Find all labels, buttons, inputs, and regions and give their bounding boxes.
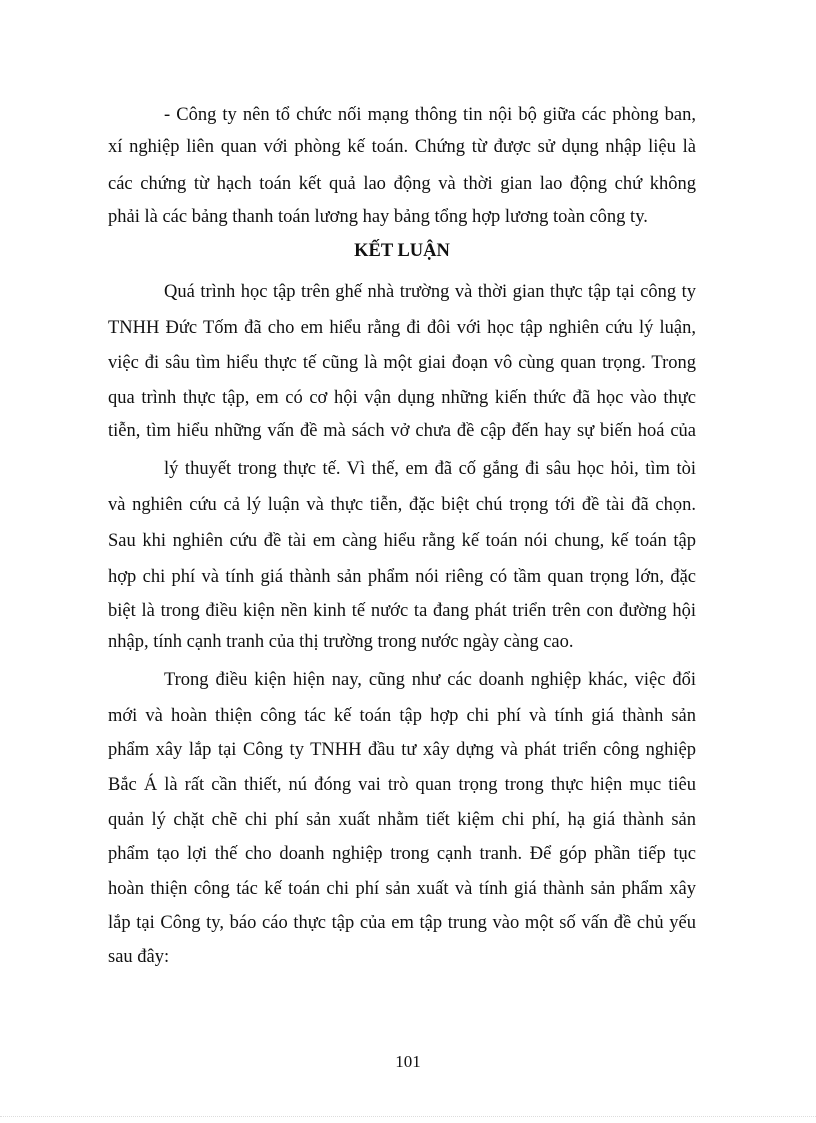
section-heading: KẾT LUẬN <box>354 241 450 261</box>
text-line: việc đi sâu tìm hiểu thực tế cũng là một giai đoạn vô cùng quan trọng. Trong <box>108 353 696 373</box>
text-line: Trong điều kiện hiện nay, cũng như các doanh nghiệp khác, việc đổi <box>164 670 696 690</box>
text-line: Quá trình học tập trên ghế nhà trường và thời gian thực tập tại công ty <box>164 282 696 302</box>
text-line: - Công ty nên tổ chức nối mạng thông tin nội bộ giữa các phòng ban, <box>164 105 696 125</box>
text-line: Sau khi nghiên cứu đề tài em càng hiểu rằng kế toán nói chung, kế toán tập <box>108 531 696 551</box>
text-line: biệt là trong điều kiện nền kinh tế nước ta đang phát triển trên con đường hội <box>108 601 696 621</box>
text-line: các chứng từ hạch toán kết quả lao động và thời gian lao động chứ không <box>108 174 696 194</box>
text-line: phải là các bảng thanh toán lương hay bảng tổng hợp lương toàn công ty. <box>108 207 648 227</box>
text-line: sau đây: <box>108 947 170 967</box>
text-line: Bắc Á là rất cần thiết, nú đóng vai trò quan trọng trong thực hiện mục tiêu <box>108 775 696 795</box>
text-line: lắp tại Công ty, báo cáo thực tập của em tập trung vào một số vấn đề chủ yếu <box>108 913 696 933</box>
text-line: xí nghiệp liên quan với phòng kế toán. Chứng từ được sử dụng nhập liệu là <box>108 137 696 157</box>
text-line: qua trình thực tập, em có cơ hội vận dụng những kiến thức đã học vào thực <box>108 388 696 408</box>
text-line: mới và hoàn thiện công tác kế toán tập hợp chi phí và tính giá thành sản <box>108 706 696 726</box>
text-line: và nghiên cứu cả lý luận và thực tiễn, đặc biệt chú trọng tới đề tài đã chọn. <box>108 495 696 515</box>
text-line: hoàn thiện công tác kế toán chi phí sản xuất và tính giá thành sản phẩm xây <box>108 879 696 899</box>
text-line: phẩm tạo lợi thế cho doanh nghiệp trong cạnh tranh. Để góp phần tiếp tục <box>108 844 696 864</box>
text-line: lý thuyết trong thực tế. Vì thế, em đã cố gắng đi sâu học hỏi, tìm tòi <box>164 459 696 479</box>
text-line: TNHH Đức Tốm đã cho em hiểu rằng đi đôi với học tập nghiên cứu lý luận, <box>108 318 696 338</box>
text-line: tiễn, tìm hiểu những vấn đề mà sách vở chưa đề cập đến hay sự biến hoá của <box>108 421 696 441</box>
page-bottom-border <box>0 1116 816 1117</box>
text-line: nhập, tính cạnh tranh của thị trường trong nước ngày càng cao. <box>108 632 574 652</box>
text-line: quản lý chặt chẽ chi phí sản xuất nhằm tiết kiệm chi phí, hạ giá thành sản <box>108 810 696 830</box>
text-line: phẩm xây lắp tại Công ty TNHH đầu tư xây dựng và phát triển công nghiệp <box>108 740 696 760</box>
page-number: 101 <box>395 1052 421 1071</box>
text-line: hợp chi phí và tính giá thành sản phẩm nói riêng có tầm quan trọng lớn, đặc <box>108 567 696 587</box>
